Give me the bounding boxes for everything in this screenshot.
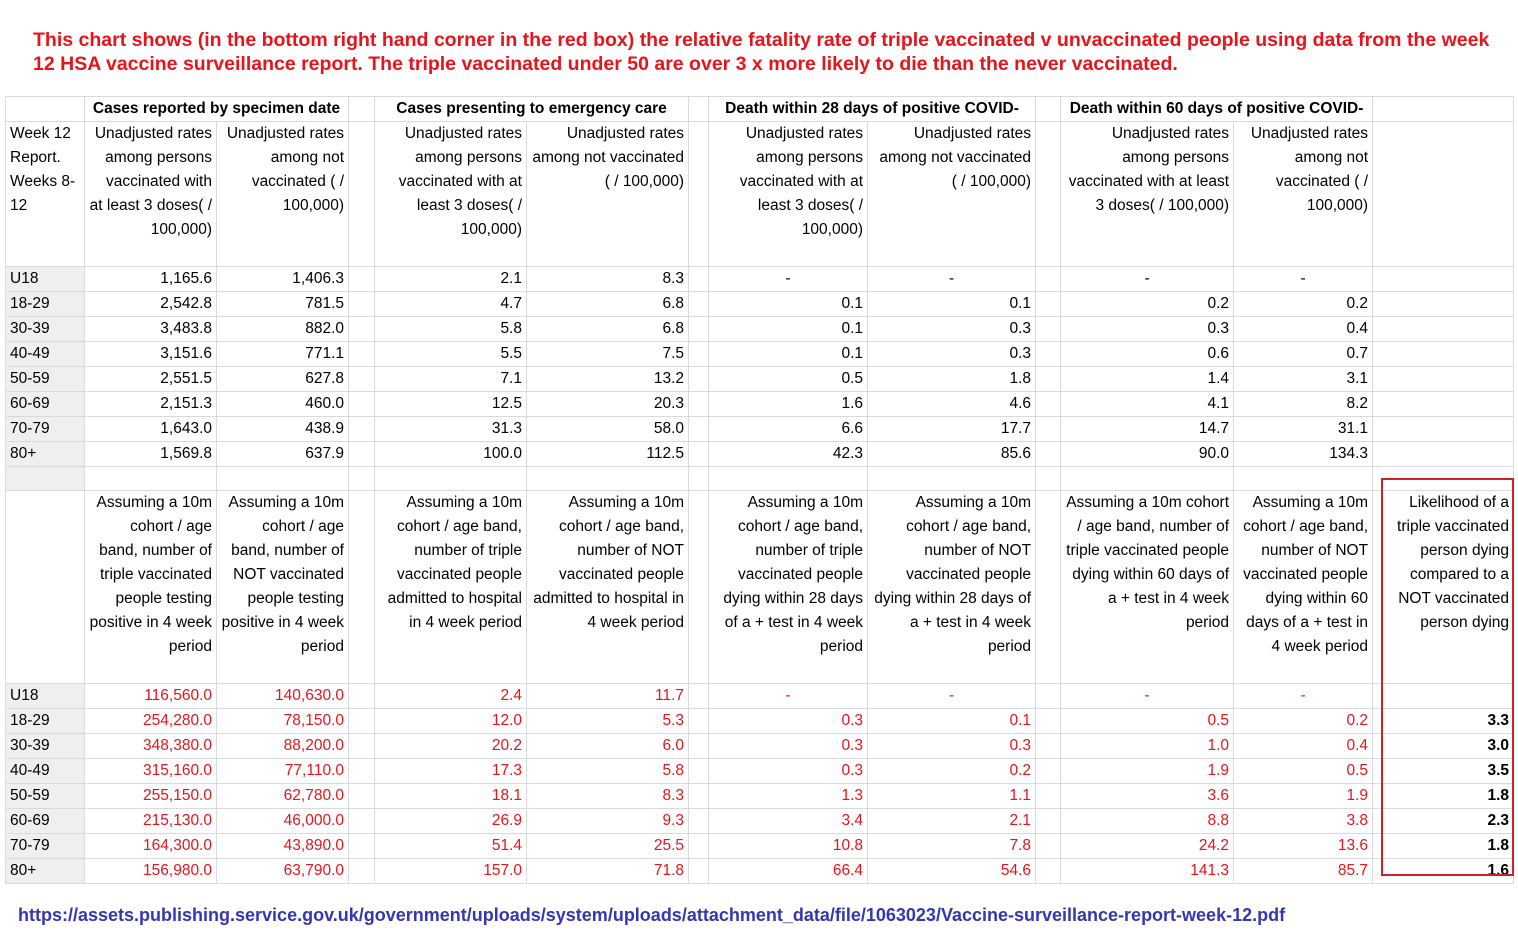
cohort-cell: 2.4 [375,684,527,709]
spacer-row [6,467,1514,491]
cohort-cell: 156,980.0 [85,859,217,884]
empty-cell [689,342,709,367]
rate-cell: 112.5 [527,442,689,467]
empty-cell [6,467,85,491]
empty-cell [689,267,709,292]
likelihood-ratio: 1.8 [1373,784,1514,809]
cohort-cell: - [1061,684,1234,709]
cohort-cell: 0.5 [1234,759,1373,784]
cohort-cell: 141.3 [1061,859,1234,884]
empty-cell [1036,759,1061,784]
rate-cell: 0.2 [1061,292,1234,317]
cohort-cell: 1.9 [1061,759,1234,784]
cohort-cell: 24.2 [1061,834,1234,859]
empty-cell [1036,709,1061,734]
data-table [5,96,1514,884]
rate-cell: 771.1 [217,342,349,367]
rate-cell: - [1061,267,1234,292]
rate-cell: 460.0 [217,392,349,417]
column-header: Unadjusted rates among not vaccinated ( / 100,000) [217,122,349,267]
likelihood-ratio: 3.0 [1373,734,1514,759]
rate-cell: 14.7 [1061,417,1234,442]
cohort-cell: 254,280.0 [85,709,217,734]
empty-cell [689,367,709,392]
empty-cell [868,467,1036,491]
rate-cell: 438.9 [217,417,349,442]
cohort-cell: 6.0 [527,734,689,759]
cohort-cell: 0.1 [868,709,1036,734]
empty-cell [689,292,709,317]
age-band: 60-69 [6,392,85,417]
cohort-cell: 215,130.0 [85,809,217,834]
rate-cell: 0.6 [1061,342,1234,367]
column-header: Assuming a 10m cohort / age band, number of NOT vaccinated people dying within 28 days of a + test in 4 week period [868,491,1036,684]
empty-cell [375,467,527,491]
empty-cell [349,759,375,784]
empty-cell [1036,122,1061,267]
empty-cell [349,392,375,417]
rate-cell: 42.3 [709,442,868,467]
cohort-cell: 140,630.0 [217,684,349,709]
rate-cell: 627.8 [217,367,349,392]
rate-cell: 1,643.0 [85,417,217,442]
column-header: Assuming a 10m cohort / age band, number of NOT vaccinated people testing positive in 4 week period [217,491,349,684]
cohort-cell: 348,380.0 [85,734,217,759]
group-header: Cases reported by specimen date [85,97,349,122]
empty-cell [1036,684,1061,709]
cohort-cell: - [868,684,1036,709]
empty-cell [349,491,375,684]
rate-cell: 3.1 [1234,367,1373,392]
empty-cell [1373,392,1514,417]
empty-cell [1373,467,1514,491]
cohort-cell: 8.3 [527,784,689,809]
column-header: Unadjusted rates among persons vaccinated with at least 3 doses( / 100,000) [375,122,527,267]
cohort-cell: 0.3 [709,734,868,759]
rate-cell: 3,483.8 [85,317,217,342]
empty-cell [527,467,689,491]
cohort-cell: 77,110.0 [217,759,349,784]
cohort-cell: 2.1 [868,809,1036,834]
cohort-cell: 62,780.0 [217,784,349,809]
cohort-cell: 1.1 [868,784,1036,809]
empty-cell [1373,317,1514,342]
cohort-cell: 46,000.0 [217,809,349,834]
empty-cell [1373,267,1514,292]
rate-cell: 0.1 [868,292,1036,317]
cohort-cell: 18.1 [375,784,527,809]
empty-cell [6,491,85,684]
rate-cell: 4.6 [868,392,1036,417]
rate-cell: 7.1 [375,367,527,392]
empty-cell [349,684,375,709]
empty-cell [349,267,375,292]
empty-cell [1061,467,1234,491]
cohort-cell: 78,150.0 [217,709,349,734]
group-header: Cases presenting to emergency care [375,97,689,122]
cohort-cell: 0.2 [1234,709,1373,734]
empty-cell [349,709,375,734]
rate-cell: 2.1 [375,267,527,292]
empty-cell [1036,417,1061,442]
empty-cell [349,417,375,442]
column-header: Assuming a 10m cohort / age band, number of triple vaccinated people dying within 28 days of a + test in 4 week period [709,491,868,684]
empty-cell [349,317,375,342]
empty-cell [6,97,85,122]
cohort-cell: 43,890.0 [217,834,349,859]
rate-cell: 1.4 [1061,367,1234,392]
column-header: Assuming a 10m cohort / age band, number of triple vaccinated people admitted to hospital in 4 week period [375,491,527,684]
empty-cell [689,784,709,809]
empty-cell [689,809,709,834]
empty-cell [349,784,375,809]
cohort-cell: 0.3 [868,734,1036,759]
cohort-cell: 157.0 [375,859,527,884]
rate-cell: 0.3 [1061,317,1234,342]
rate-cell: 90.0 [1061,442,1234,467]
cohort-cell: 164,300.0 [85,834,217,859]
rate-cell: 0.1 [709,342,868,367]
cohort-cell: 0.3 [709,709,868,734]
rate-cell: 8.3 [527,267,689,292]
empty-cell [689,122,709,267]
cohort-cell: 1.9 [1234,784,1373,809]
rate-cell: 0.1 [709,317,868,342]
table-row [6,684,1514,709]
empty-cell [1036,292,1061,317]
cohort-cell: 116,560.0 [85,684,217,709]
empty-cell [1373,417,1514,442]
rate-cell: 1.6 [709,392,868,417]
rate-cell: 0.7 [1234,342,1373,367]
empty-cell [217,467,349,491]
rate-cell: 1.8 [868,367,1036,392]
empty-cell [349,342,375,367]
empty-cell [1373,97,1514,122]
cohort-cell: 13.6 [1234,834,1373,859]
rate-cell: 58.0 [527,417,689,442]
empty-cell [1373,342,1514,367]
cohort-cell: 63,790.0 [217,859,349,884]
table-row [6,709,1514,734]
rate-cell: 31.1 [1234,417,1373,442]
column-header: Assuming a 10m cohort / age band, number of triple vaccinated people testing positive in 4 week period [85,491,217,684]
rate-cell: 0.1 [709,292,868,317]
table-row [6,267,1514,292]
cohort-cell: 66.4 [709,859,868,884]
cohort-cell: 315,160.0 [85,759,217,784]
rate-cell: - [868,267,1036,292]
cohort-cell: 11.7 [527,684,689,709]
rate-cell: 8.2 [1234,392,1373,417]
table-row [6,317,1514,342]
empty-cell [1036,834,1061,859]
table-row [6,809,1514,834]
rate-cell: 13.2 [527,367,689,392]
cohort-cell: 3.8 [1234,809,1373,834]
rate-cell: 20.3 [527,392,689,417]
table-row [6,442,1514,467]
cohort-cell: - [1234,684,1373,709]
empty-cell [349,734,375,759]
age-band: 80+ [6,859,85,884]
age-band: 50-59 [6,784,85,809]
column-header: Unadjusted rates among persons vaccinated with at least 3 doses( / 100,000) [85,122,217,267]
empty-cell [349,122,375,267]
cohort-cell: 17.3 [375,759,527,784]
empty-cell [1373,367,1514,392]
cohort-cell: 0.3 [709,759,868,784]
cohort-cell: 1.0 [1061,734,1234,759]
empty-cell [689,97,709,122]
table-row [6,292,1514,317]
likelihood-ratio: 3.5 [1373,759,1514,784]
rate-cell: 3,151.6 [85,342,217,367]
empty-cell [689,467,709,491]
cohort-cell: 85.7 [1234,859,1373,884]
rate-cell: 5.8 [375,317,527,342]
rate-cell: 5.5 [375,342,527,367]
rate-cell: 7.5 [527,342,689,367]
cohort-cell: 7.8 [868,834,1036,859]
empty-cell [1234,467,1373,491]
empty-cell [1036,734,1061,759]
table-row [6,834,1514,859]
cohort-cell: 255,150.0 [85,784,217,809]
empty-cell [349,97,375,122]
empty-cell [689,442,709,467]
cohort-cell: 88,200.0 [217,734,349,759]
column-header: Assuming a 10m cohort / age band, number of NOT vaccinated people admitted to hospital in 4 week period [527,491,689,684]
empty-cell [349,467,375,491]
rate-cell: 882.0 [217,317,349,342]
cohort-cell: 0.5 [1061,709,1234,734]
age-band: 60-69 [6,809,85,834]
table-row [6,734,1514,759]
cohort-cell: 9.3 [527,809,689,834]
age-band: 18-29 [6,292,85,317]
empty-cell [689,859,709,884]
likelihood-ratio: 1.6 [1373,859,1514,884]
empty-cell [1036,809,1061,834]
column-header: Unadjusted rates among not vaccinated ( / 100,000) [1234,122,1373,267]
bottom-column-header-row [6,491,1514,684]
rate-cell: 6.8 [527,292,689,317]
cohort-cell: 12.0 [375,709,527,734]
empty-cell [689,684,709,709]
cohort-cell: 51.4 [375,834,527,859]
cohort-cell: 0.2 [868,759,1036,784]
group-header-row [6,97,1514,122]
empty-cell [689,317,709,342]
empty-cell [1036,491,1061,684]
cohort-cell: 1.3 [709,784,868,809]
age-band: U18 [6,684,85,709]
rate-cell: 0.4 [1234,317,1373,342]
table-row [6,392,1514,417]
table-row [6,417,1514,442]
source-url[interactable]: https://assets.publishing.service.gov.uk/government/uploads/system/uploads/attachment_data/file/1063023/Vaccine-surveillance-report-week-12.pdf [18,905,1286,925]
empty-cell [1036,267,1061,292]
table-row [6,859,1514,884]
rate-cell: 0.2 [1234,292,1373,317]
likelihood-header: Likelihood of a triple vaccinated person dying compared to a NOT vaccinated person dying [1373,491,1514,684]
empty-cell [689,417,709,442]
likelihood-ratio: 3.3 [1373,709,1514,734]
rate-cell: 17.7 [868,417,1036,442]
cohort-cell: 54.6 [868,859,1036,884]
age-band: 70-79 [6,834,85,859]
table-row [6,342,1514,367]
likelihood-ratio: 2.3 [1373,809,1514,834]
empty-cell [689,709,709,734]
age-band: 30-39 [6,317,85,342]
rate-cell: 4.7 [375,292,527,317]
table-row [6,759,1514,784]
rate-cell: 100.0 [375,442,527,467]
empty-cell [689,834,709,859]
empty-cell [85,467,217,491]
cohort-cell: 26.9 [375,809,527,834]
age-band: 30-39 [6,734,85,759]
empty-cell [1373,442,1514,467]
empty-cell [689,734,709,759]
column-header: Unadjusted rates among persons vaccinated with at least 3 doses( / 100,000) [1061,122,1234,267]
empty-cell [709,467,868,491]
cohort-cell: 0.4 [1234,734,1373,759]
column-header: Unadjusted rates among persons vaccinated with at least 3 doses( / 100,000) [709,122,868,267]
empty-cell [689,759,709,784]
rate-cell: 637.9 [217,442,349,467]
empty-cell [689,392,709,417]
empty-cell [1036,317,1061,342]
rate-cell: - [709,267,868,292]
table-row [6,784,1514,809]
empty-cell [349,834,375,859]
rate-cell: 6.8 [527,317,689,342]
empty-cell [349,292,375,317]
headline: This chart shows (in the bottom right hand corner in the red box) the relative fatality rate of triple vaccinated v unvaccinated people using data from the week 12 HSA vaccine surveillance report. The triple vaccinated under 50 are over 3 x more likely to die than the never vaccinated. [33,29,1490,75]
empty-cell [349,809,375,834]
empty-cell [1036,342,1061,367]
group-header: Death within 28 days of positive COVID- [709,97,1036,122]
rate-cell: 1,406.3 [217,267,349,292]
rate-cell: 31.3 [375,417,527,442]
empty-cell [689,491,709,684]
cohort-cell: 3.4 [709,809,868,834]
cohort-cell: 3.6 [1061,784,1234,809]
column-header: Assuming a 10m cohort / age band, number of NOT vaccinated people dying within 60 days of a + test in 4 week period [1234,491,1373,684]
empty-cell [349,442,375,467]
empty-cell [1373,122,1514,267]
likelihood-ratio: 1.8 [1373,834,1514,859]
cohort-cell: - [709,684,868,709]
empty-cell [1036,392,1061,417]
rate-cell: 2,542.8 [85,292,217,317]
empty-cell [1036,442,1061,467]
cohort-cell: 71.8 [527,859,689,884]
rate-cell: - [1234,267,1373,292]
rate-cell: 6.6 [709,417,868,442]
rate-cell: 1,569.8 [85,442,217,467]
rate-cell: 85.6 [868,442,1036,467]
column-header: Unadjusted rates among not vaccinated ( / 100,000) [527,122,689,267]
cohort-cell: 5.8 [527,759,689,784]
group-header: Death within 60 days of positive COVID- [1061,97,1373,122]
rate-cell: 0.3 [868,317,1036,342]
rate-cell: 2,151.3 [85,392,217,417]
age-band: U18 [6,267,85,292]
empty-cell [349,367,375,392]
age-band: 50-59 [6,367,85,392]
empty-cell [1373,292,1514,317]
empty-cell [1036,467,1061,491]
rate-cell: 1,165.6 [85,267,217,292]
age-band: 40-49 [6,759,85,784]
rate-cell: 12.5 [375,392,527,417]
rate-cell: 2,551.5 [85,367,217,392]
rate-cell: 4.1 [1061,392,1234,417]
column-header: Assuming a 10m cohort / age band, number of triple vaccinated people dying within 60 days of a + test in 4 week period [1061,491,1234,684]
empty-cell [1036,784,1061,809]
age-band: 40-49 [6,342,85,367]
empty-cell [1036,97,1061,122]
age-band: 70-79 [6,417,85,442]
cohort-cell: 25.5 [527,834,689,859]
cohort-cell: 8.8 [1061,809,1234,834]
column-header: Unadjusted rates among not vaccinated ( / 100,000) [868,122,1036,267]
age-band: 18-29 [6,709,85,734]
top-column-header-row [6,122,1514,267]
cohort-cell: 5.3 [527,709,689,734]
rate-cell: 0.5 [709,367,868,392]
empty-cell [1036,859,1061,884]
rate-cell: 0.3 [868,342,1036,367]
rate-cell: 781.5 [217,292,349,317]
age-band: 80+ [6,442,85,467]
likelihood-ratio [1373,684,1514,709]
empty-cell [1036,367,1061,392]
empty-cell [349,859,375,884]
table-row [6,367,1514,392]
corner-label: Week 12 Report. Weeks 8-12 [6,122,85,267]
cohort-cell: 10.8 [709,834,868,859]
rate-cell: 134.3 [1234,442,1373,467]
cohort-cell: 20.2 [375,734,527,759]
